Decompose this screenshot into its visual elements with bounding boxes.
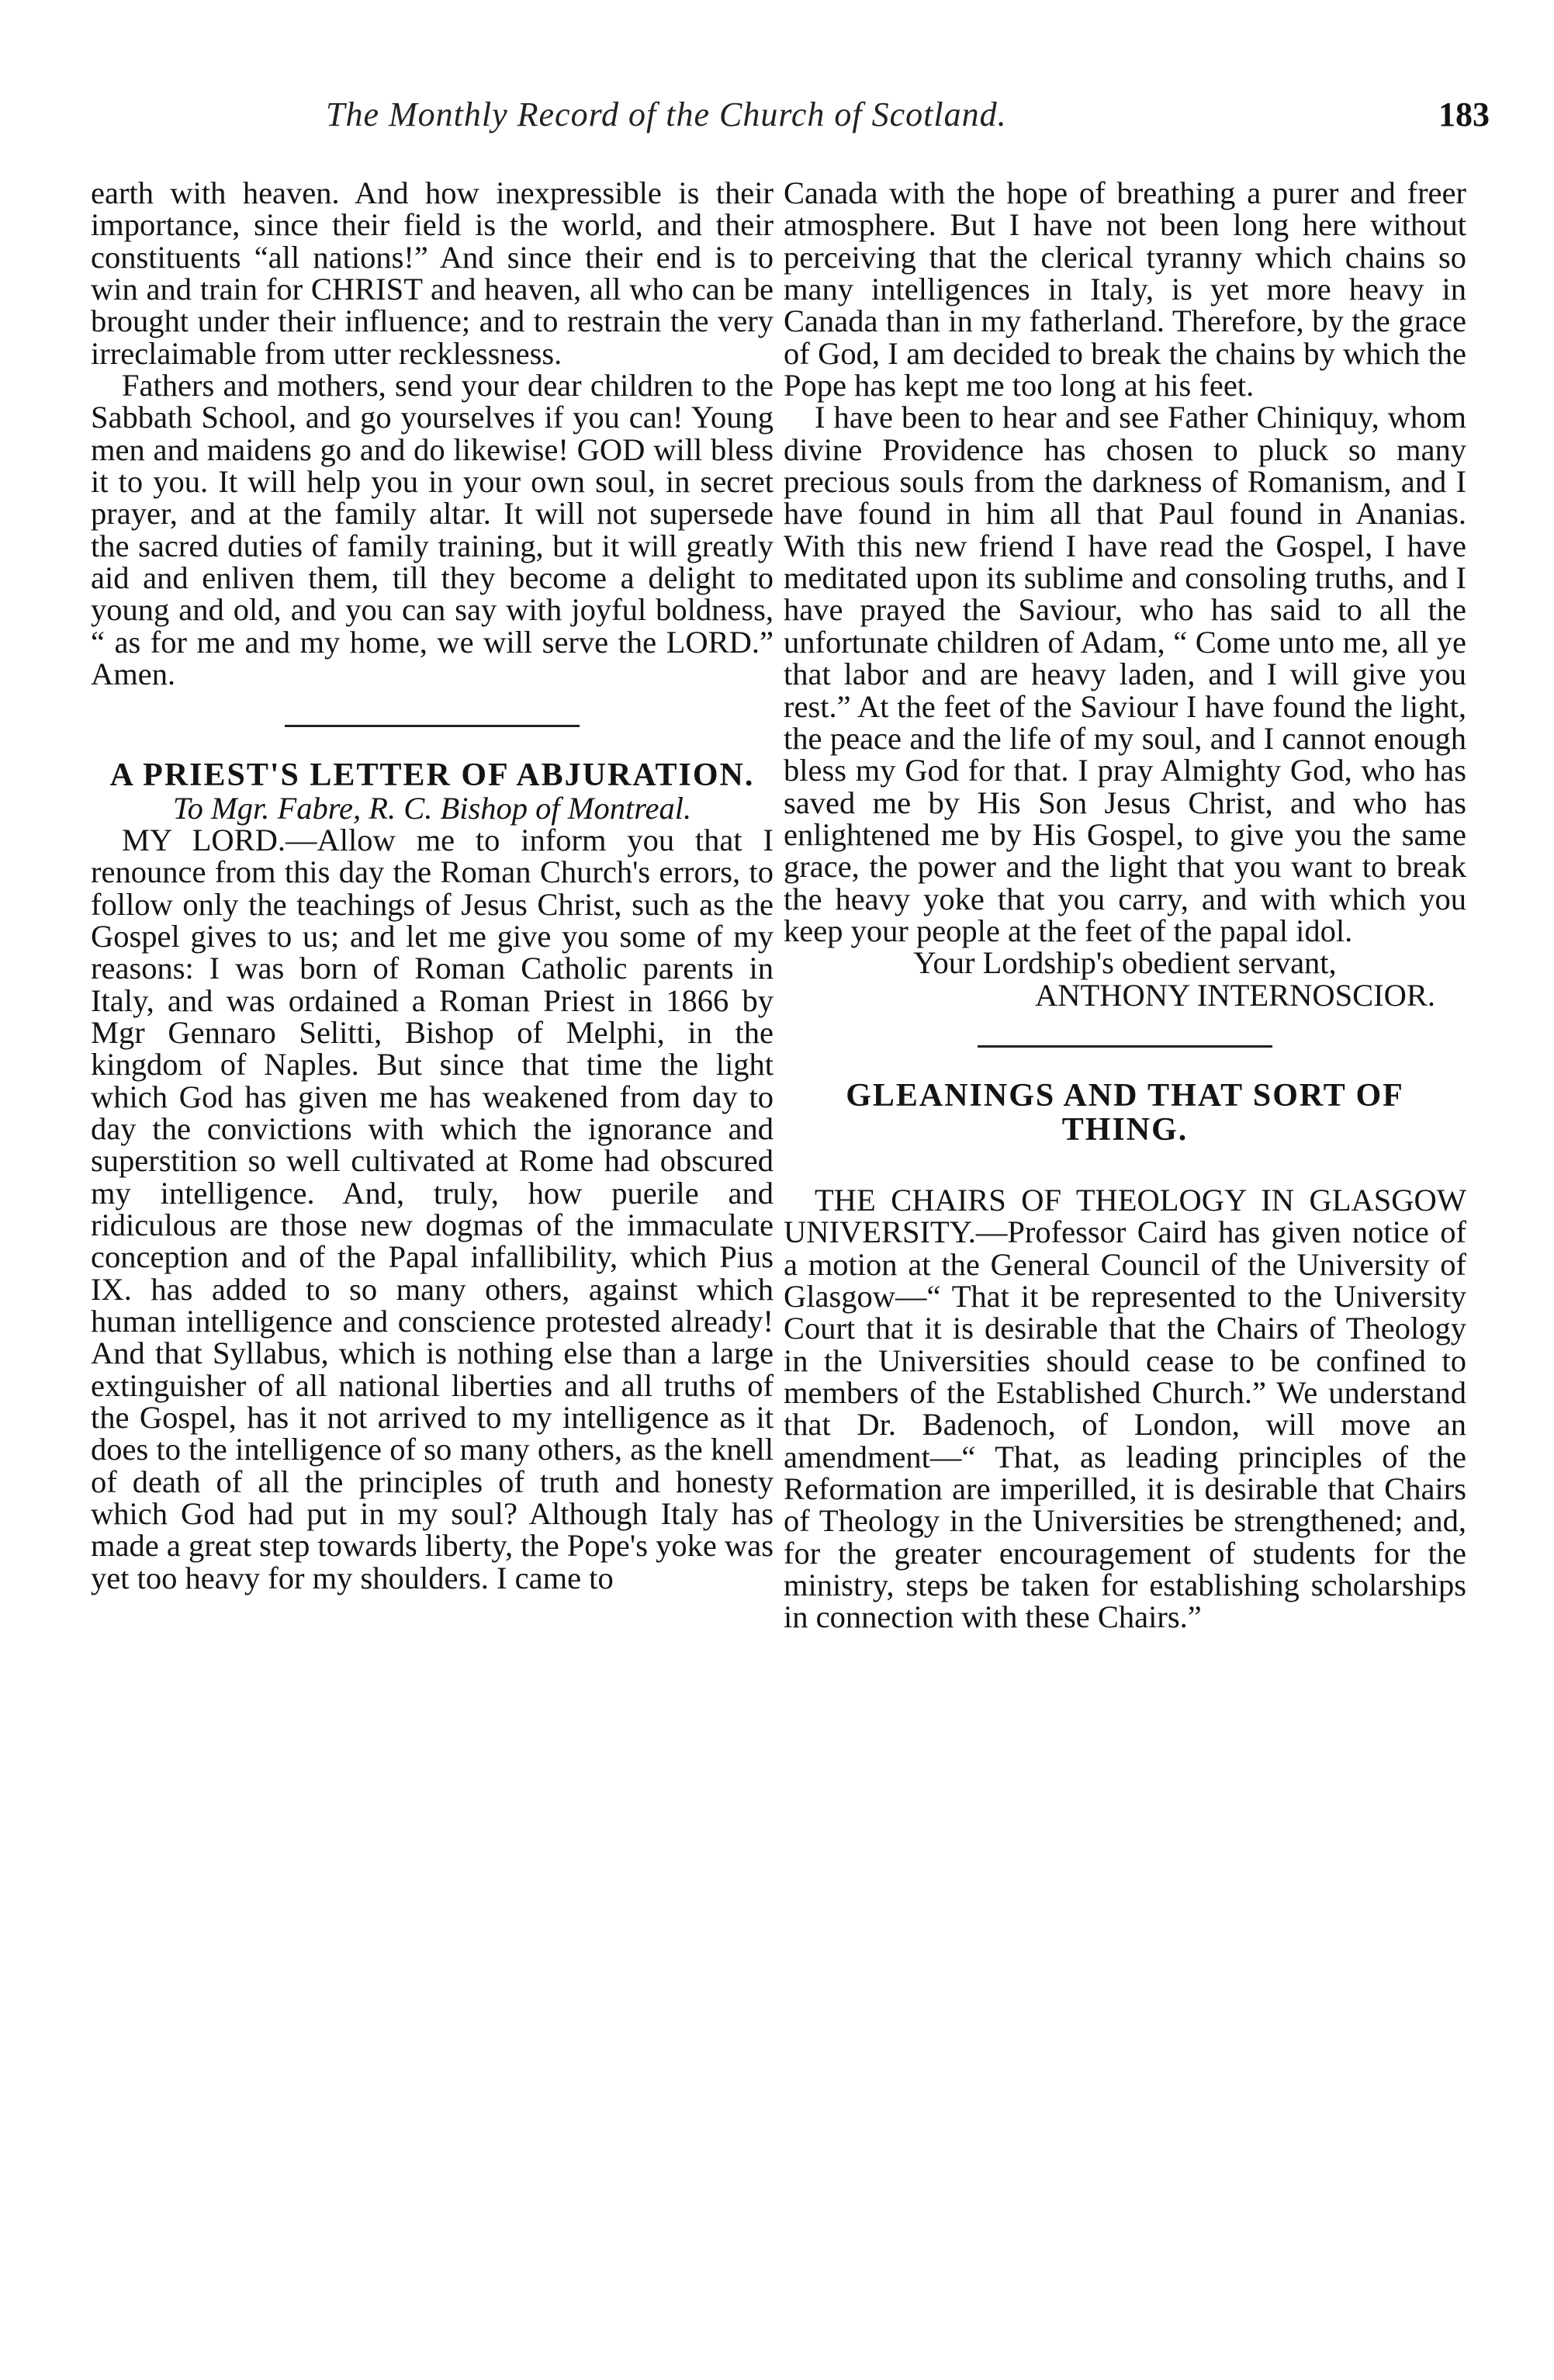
sabbath-school-paragraph-2: Fathers and mothers, send your dear children to the Sabbath School, and go yourselves if you can! Young men and maidens go and do likewise! GOD will bless it to you. It will help you in your own soul, in secret prayer, and at the family altar. It will not supersede the sacred duties of family training, but it will greatly aid and enliven them, till they become a delight to young and old, and you can say with joyful boldness, “ as for me and my home, we will serve the LORD.” Amen. (91, 368, 774, 692)
gleaning-item-body: —Professor Caird has given notice of a motion at the General Council of the University of Glasgow—“ That it be represented to the University Court that it is desirable that the Chairs of Theology in the Universities should cease to be confined to members of the Established Church.” We understand that Dr. Badenoch, of London, will move an amendment—“ That, as leading principles of the Reformation are imperilled, it is desirable that Chairs of Theology in the Universities be strengthened; and, for the greater encouragement of students for the ministry, steps be taken for establishing scholarships in connection with these Chairs.” (784, 1214, 1466, 1635)
spacer (784, 1147, 1466, 1184)
gleaning-item-lead: THE CHAIRS OF THEOLOGY IN GLASGOW UNIVERSITY. (784, 1182, 1466, 1250)
running-title: The Monthly Record of the Church of Scotland. (326, 95, 1007, 133)
page-number: 183 (1438, 95, 1490, 133)
article-title-abjuration: A PRIEST'S LETTER OF ABJURATION. (109, 757, 755, 793)
section-divider (978, 1045, 1272, 1048)
letter-signature: ANTHONY INTERNOSCIOR. (1035, 977, 1435, 1013)
letter-body: —Allow me to inform you that I renounce from this day the Roman Church's errors, to follow only the teachings of Jesus Christ, such as the Gospel gives to us; and let me give you some of my reasons: I was born of Roman Catholic parents in Italy, and was ordained a Roman Priest in 1866 by Mgr Gennaro Selitti, Bishop of Melphi, in the kingdom of Naples. But since that time the light which God has given me has weakened from day to day the convictions with which the ignorance and superstition so well cultivated at Rome had obscured my intelligence. And, truly, how puerile and ridiculous are those new dogmas of the immaculate conception and of the Papal infallibility, which Pius IX. has added to so many others, against which human intelligence and conscience protested already! And that Syllabus, which is nothing else than a large extinguisher of all national liberties and all truths of the Gospel, has it not arrived to my intelligence as it does to the intelligence of so many others, as the knell of death of all the principles of truth and honesty which God had put in my soul? Although Italy has made a great step towards liberty, the Pope's yoke was yet too heavy for my shoulders. I came to (91, 822, 774, 1595)
section-divider (285, 725, 580, 727)
letter-opening (91, 824, 774, 1594)
article-title-gleanings: GLEANINGS AND THAT SORT OF THING. (846, 1077, 1404, 1148)
gleaning-item (784, 1184, 1466, 1633)
letter-addressee: To Mgr. Fabre, R. C. Bishop of Montreal. (172, 790, 692, 826)
page-header (78, 95, 1505, 141)
letter-continued: Canada with the hope of breathing a purer and freer atmosphere. But I have not been long here without perceiving that the clerical tyranny which chains so many intelligences in Italy, is yet more heavy in Canada than in my fatherland. Therefore, by the grace of God, I am decided to break the chains by which the Pope has kept me too long at his feet. (784, 175, 1466, 404)
letter-sign-off: Your Lordship's obedient servant, (913, 945, 1337, 981)
letter-paragraph-2: I have been to hear and see Father Chiniquy, whom divine Providence has chosen to pluck so many precious souls from the darkness of Romanism, and I have found in him all that Paul found in Ananias. With this new friend I have read the Gospel, I have meditated upon its sublime and consoling truths, and I have prayed the Saviour, who has said to all the unfortunate children of Adam, “ Come unto me, all ye that labor and are heavy laden, and I will give you rest.” At the feet of the Saviour I have found the light, the peace and the life of my soul, and I cannot enough bless my God for that. I pray Almighty God, who has saved me by His Son Jesus Christ, and who has enlightened me by His Gospel, to give you the same grace, the power and the light that you want to break the heavy yoke that you carry, and with which you keep your people at the feet of the papal idol. (784, 400, 1466, 948)
right-column (784, 177, 1466, 1633)
left-column (91, 177, 774, 1594)
letter-salutation: MY LORD. (122, 822, 286, 857)
sabbath-school-paragraph-1: earth with heaven. And how inexpressible is their importance, since their field is the world, and their constituents “all nations!” And since their end is to win and train for CHRIST and heaven, all who can be brought under their influence; and to restrain the very irreclaimable from utter recklessness. (91, 175, 774, 371)
